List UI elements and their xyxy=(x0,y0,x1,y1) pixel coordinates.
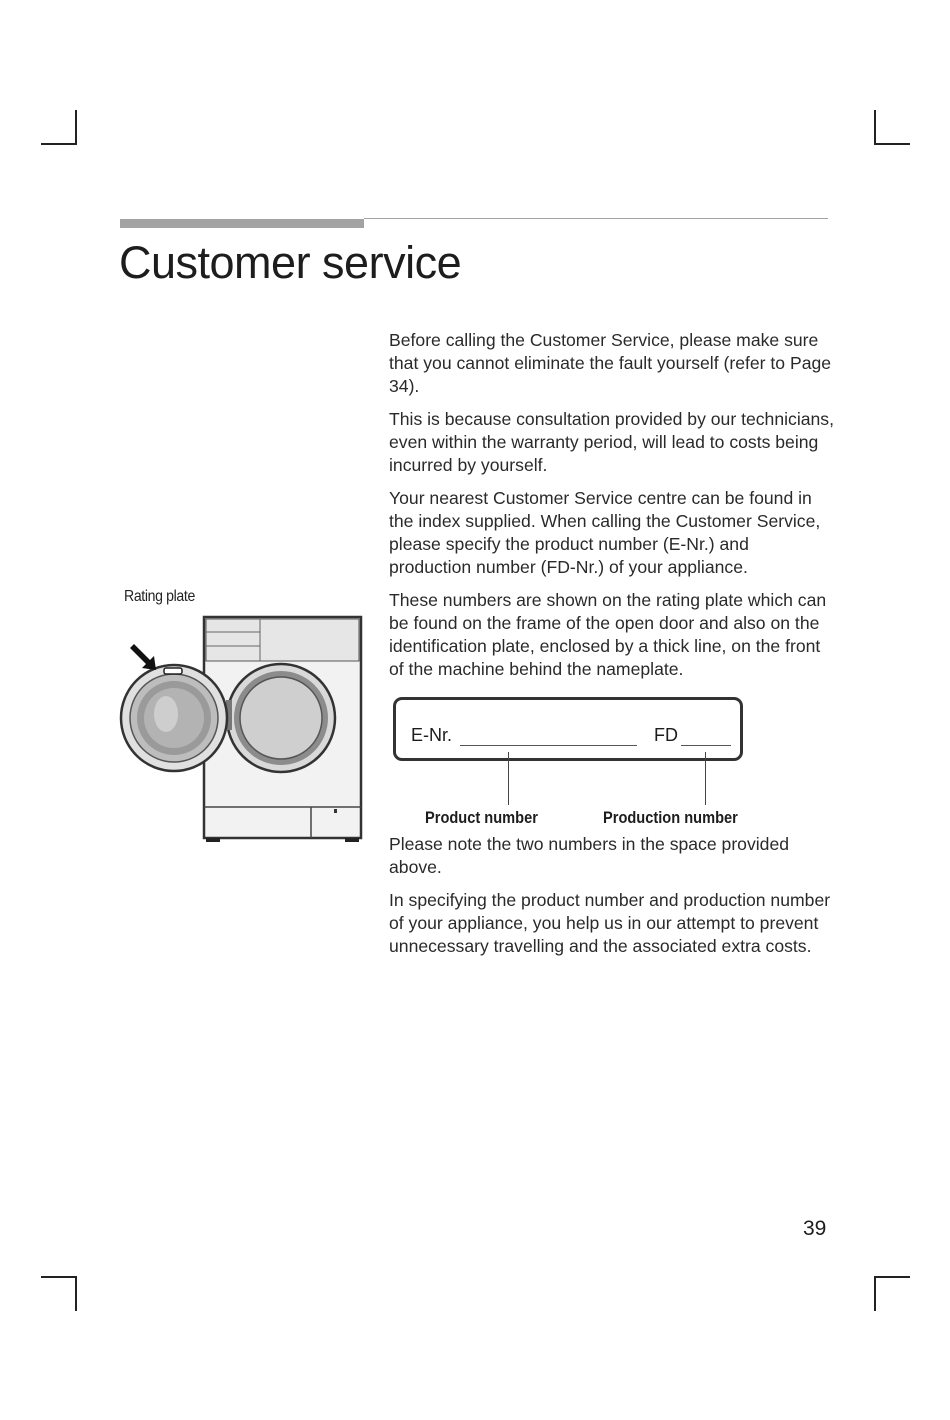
text-column-top xyxy=(389,329,835,681)
header-rule-thick xyxy=(120,219,364,228)
crop-mark-top-right-v xyxy=(874,110,876,145)
production-number-label: Production number xyxy=(603,808,738,827)
crop-mark-bottom-left-h xyxy=(41,1276,77,1278)
paragraph-before-calling: Before calling the Customer Service, please make sure that you cannot eliminate the fault yourself (refer to Page 34). xyxy=(389,330,832,396)
crop-mark-bottom-left-v xyxy=(75,1276,77,1311)
rating-plate-caption: Rating plate xyxy=(124,588,195,605)
crop-mark-bottom-right-h xyxy=(874,1276,910,1278)
washing-machine-illustration xyxy=(118,610,364,846)
page-number: 39 xyxy=(803,1217,827,1240)
crop-mark-top-left-v xyxy=(75,110,77,145)
page-title: Customer service xyxy=(119,237,462,288)
text-column-bottom xyxy=(389,833,835,958)
header-rule-thin xyxy=(364,218,828,219)
crop-mark-top-left-h xyxy=(41,143,77,145)
paragraph-consultation-costs: This is because consultation provided by our technicians, even within the warranty period, will lead to costs being incurred by yourself. xyxy=(389,409,834,475)
fd-label: FD xyxy=(654,725,678,745)
crop-mark-top-right-h xyxy=(874,143,910,145)
product-number-label: Product number xyxy=(425,808,538,827)
paragraph-rating-plate-location: These numbers are shown on the rating plate which can be found on the frame of the open door and also on the identification plate, enclosed by a thick line, on the front of the machine behind the nameplate. xyxy=(389,590,827,679)
fd-blank-line xyxy=(681,745,731,746)
paragraph-nearest-service: Your nearest Customer Service centre can be found in the index supplied. When calling the Customer Service, please specify the product number (E-Nr.) and production number (FD-Nr.) of your appliance. xyxy=(389,488,821,577)
paragraph-specifying-numbers: In specifying the product number and production number of your appliance, you help us in our attempt to prevent unnecessary travelling and the associated extra costs. xyxy=(389,890,831,956)
crop-mark-bottom-right-v xyxy=(874,1276,876,1311)
enr-label: E-Nr. xyxy=(411,725,453,745)
enr-blank-line xyxy=(460,745,637,746)
product-number-leader xyxy=(508,752,509,805)
paragraph-note-numbers: Please note the two numbers in the space provided above. xyxy=(389,834,790,877)
identification-plate xyxy=(393,697,743,761)
production-number-leader xyxy=(705,752,706,805)
